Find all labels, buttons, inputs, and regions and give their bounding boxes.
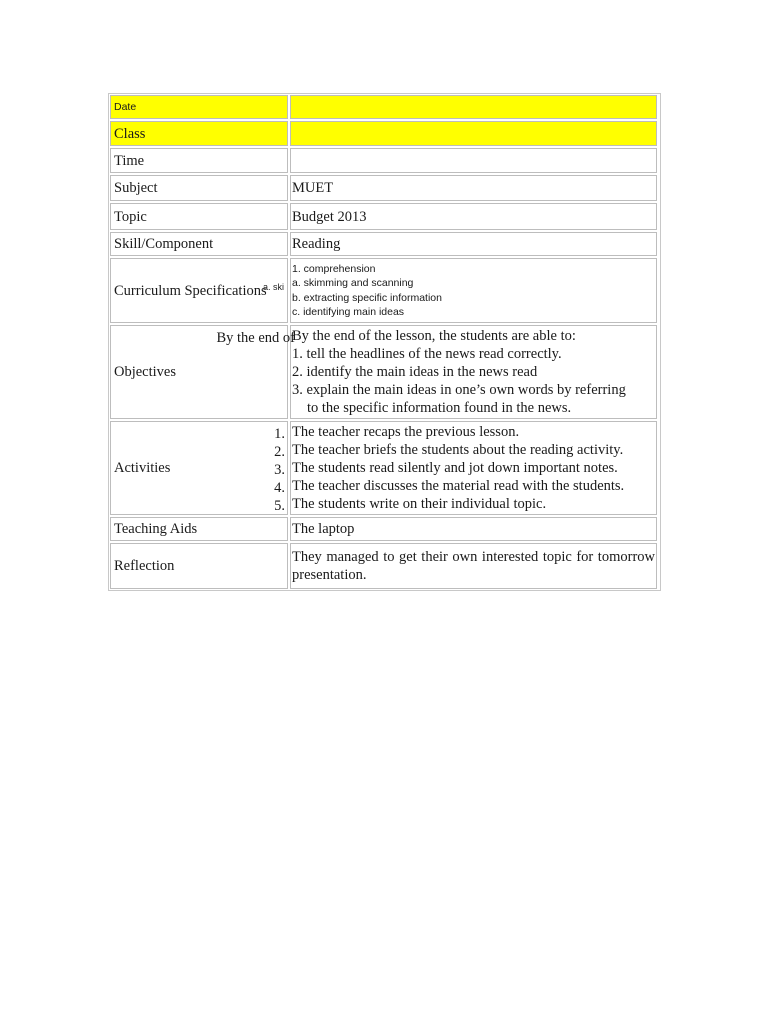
topic-label: Topic <box>110 203 288 230</box>
date-label: Date <box>110 95 288 119</box>
skill-label: Skill/Component <box>110 232 288 256</box>
curriculum-item: c. identifying main ideas <box>292 306 405 318</box>
time-value <box>290 148 657 173</box>
curriculum-item: 1. comprehension <box>292 262 376 275</box>
objective-item: 1. tell the headlines of the news read correctly. <box>292 346 562 362</box>
activity-number: 4. <box>274 480 285 496</box>
activity-number: 3. <box>274 462 285 478</box>
subject-label: Subject <box>110 175 288 201</box>
activity-number: 2. <box>274 444 285 460</box>
activity-item: The teacher briefs the students about the reading activity. <box>292 442 624 458</box>
row-teaching-aids <box>110 517 659 541</box>
row-activities <box>110 421 659 515</box>
objective-item: 3. explain the main ideas in one’s own words by referring <box>292 382 626 398</box>
activity-number: 1. <box>274 426 285 442</box>
curriculum-item: b. extracting specific information <box>292 291 442 304</box>
row-curriculum-specifications <box>110 258 659 323</box>
curriculum-label-cell <box>110 258 288 323</box>
reflection-label: Reflection <box>110 543 288 589</box>
curriculum-overlap-text: a. ski <box>262 282 284 292</box>
objectives-label-cell <box>110 325 295 419</box>
objectives-value-cell <box>290 325 657 419</box>
curriculum-item: a. skimming and scanning <box>292 277 414 289</box>
row-reflection <box>110 543 659 589</box>
objectives-intro: By the end of the lesson, the students are able to: <box>292 328 576 344</box>
activity-item: The students read silently and jot down important notes. <box>292 460 618 476</box>
teaching-aids-value: The laptop <box>290 517 657 541</box>
skill-value: Reading <box>290 232 657 256</box>
time-label: Time <box>110 148 288 173</box>
activity-item: The teacher discusses the material read with the students. <box>292 478 625 494</box>
lesson-plan-table <box>108 93 661 591</box>
activity-item: The students write on their individual topic. <box>292 496 547 512</box>
curriculum-list <box>292 262 442 320</box>
date-value <box>290 95 657 119</box>
row-skill <box>110 232 659 256</box>
row-time <box>110 148 659 173</box>
objective-item: to the specific information found in the news. <box>307 400 572 416</box>
class-label: Class <box>110 121 288 146</box>
row-date <box>110 95 659 119</box>
activities-label: Activities <box>114 460 171 476</box>
activities-label-cell <box>110 421 288 515</box>
row-class <box>110 121 659 146</box>
reflection-value-cell <box>290 543 657 589</box>
activity-numbers <box>274 425 285 515</box>
row-objectives <box>110 325 659 419</box>
curriculum-label: Curriculum Specifications <box>114 282 267 299</box>
objectives-list <box>292 327 626 417</box>
activity-number: 5. <box>274 498 285 514</box>
teaching-aids-label: Teaching Aids <box>110 517 288 541</box>
subject-value: MUET <box>290 175 657 201</box>
reflection-text: They managed to get their own interested topic for tomorrow presentation. <box>292 549 655 583</box>
topic-value: Budget 2013 <box>290 203 657 230</box>
activity-item: The teacher recaps the previous lesson. <box>292 424 520 440</box>
activities-list <box>292 423 624 513</box>
objective-item: 2. identify the main ideas in the news read <box>292 364 538 380</box>
objectives-label: Objectives <box>114 364 177 380</box>
activities-value-cell <box>290 421 657 515</box>
row-subject <box>110 175 659 201</box>
curriculum-value-cell <box>290 258 657 323</box>
class-value <box>290 121 657 146</box>
objectives-overlap-text: By the end of <box>216 330 295 346</box>
row-topic <box>110 203 659 230</box>
